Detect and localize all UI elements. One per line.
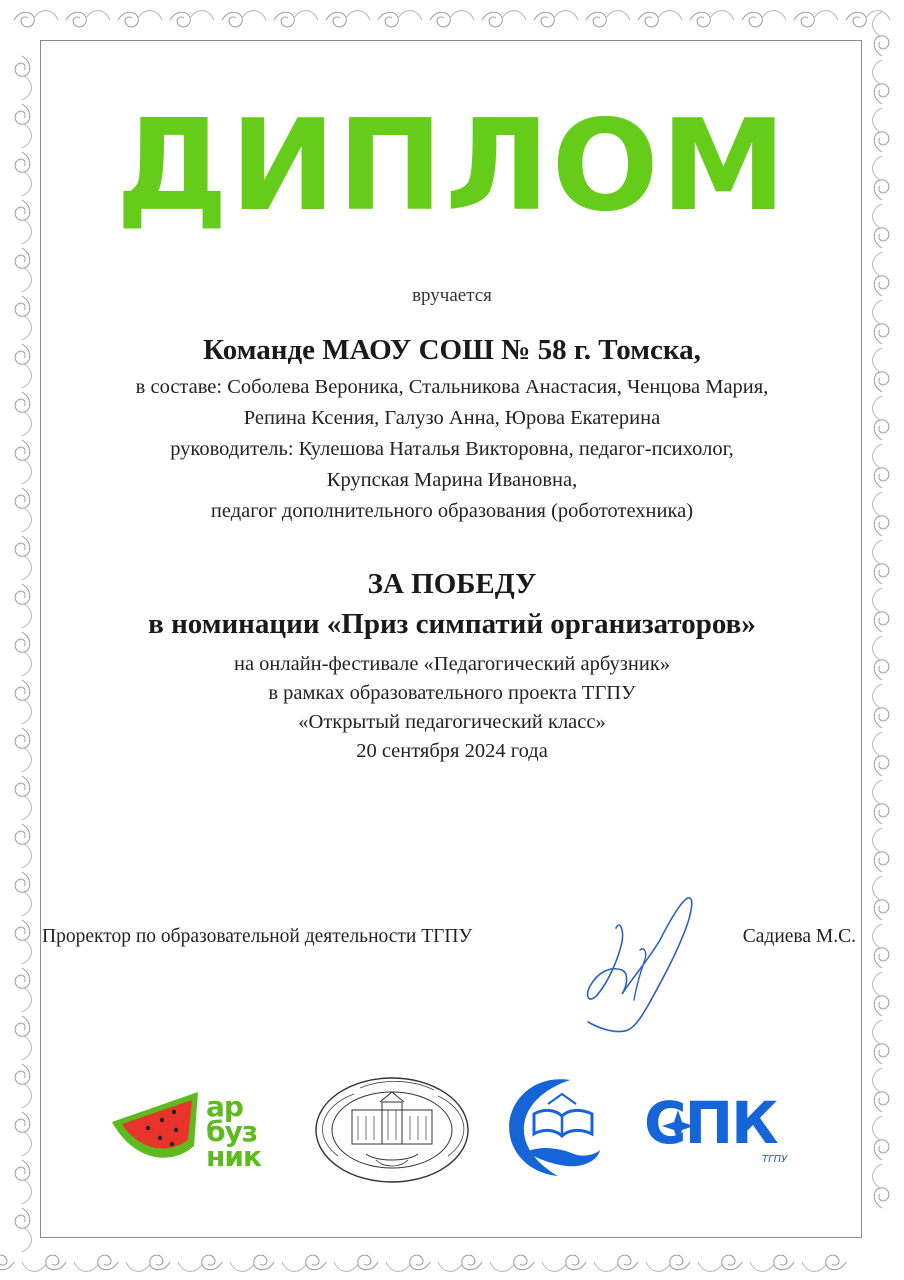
border-flourish (170, 11, 214, 27)
members-block (0, 372, 904, 527)
border-flourish (490, 1255, 534, 1271)
details-line: «Открытый педагогический класс» (298, 711, 606, 733)
members-line: руководитель: Кулешова Наталья Викторовна, педагог-психолог, (170, 438, 734, 460)
handwritten-signature (578, 890, 708, 1040)
border-flourish (438, 1255, 482, 1271)
border-flourish (15, 1016, 31, 1060)
event-details (0, 650, 904, 766)
awarded-label: вручается (412, 285, 492, 306)
border-flourish (326, 11, 370, 27)
border-flourish (873, 876, 889, 920)
border-flourish (750, 1255, 794, 1271)
border-flourish (873, 828, 889, 872)
border-flourish (586, 11, 630, 27)
border-flourish (534, 11, 578, 27)
details-line: в рамках образовательного проекта ТГПУ (268, 682, 636, 704)
members-line: Репина Ксения, Галузо Анна, Юрова Екатерина (243, 407, 661, 429)
members-line: в составе: Соболева Вероника, Стальникова Анастасия, Ченцова Мария, (135, 376, 769, 398)
members-line: Крупская Марина Ивановна, (326, 469, 578, 491)
border-flourish (386, 1255, 430, 1271)
border-flourish (698, 1255, 742, 1271)
signatory-name: Садиева М.С. (742, 926, 856, 947)
border-flourish (118, 11, 162, 27)
border-flourish (873, 924, 889, 968)
border-flourish (873, 780, 889, 824)
arbuznik-line: буз (206, 1115, 258, 1148)
watermelon-icon (108, 1088, 208, 1168)
award-heading: ЗА ПОБЕДУ (367, 568, 537, 600)
award-block (0, 564, 904, 644)
recipient-team: Команде МАОУ СОШ № 58 г. Томска, (203, 334, 701, 366)
border-flourish (873, 12, 889, 56)
border-flourish (66, 11, 110, 27)
details-line: 20 сентября 2024 года (356, 740, 548, 762)
border-flourish (126, 1255, 170, 1271)
border-flourish (274, 11, 318, 27)
border-flourish (873, 972, 889, 1016)
border-flourish (542, 1255, 586, 1271)
border-flourish (15, 968, 31, 1012)
arbuznik-line: ник (206, 1140, 261, 1173)
spk-logo (644, 1089, 804, 1172)
arbuznik-wordmark (206, 1090, 261, 1173)
border-flourish (742, 11, 786, 27)
border-flourish (15, 776, 31, 820)
members-line: педагог дополнительного образования (робототехника) (210, 500, 694, 522)
diploma-title: ДИПЛОМ (115, 92, 789, 239)
logos-row (0, 1070, 904, 1180)
border-flourish (690, 11, 734, 27)
border-flourish (430, 11, 474, 27)
border-flourish (646, 1255, 690, 1271)
border-flourish (0, 1255, 14, 1271)
details-line: на онлайн-фестивале «Педагогический арбузник» (233, 653, 671, 675)
border-flourish (378, 11, 422, 27)
border-flourish (14, 11, 58, 27)
signatory-position: Проректор по образовательной деятельности ТГПУ (42, 926, 473, 947)
border-flourish (482, 11, 526, 27)
border-flourish (794, 11, 838, 27)
border-flourish (22, 1255, 66, 1271)
border-flourish (74, 1255, 118, 1271)
border-flourish (230, 1255, 274, 1271)
arbuznik-logo (108, 1088, 278, 1178)
border-flourish (638, 11, 682, 27)
border-flourish (15, 56, 31, 100)
border-flourish (222, 11, 266, 27)
book-hand-logo (500, 1070, 604, 1180)
border-flourish (178, 1255, 222, 1271)
border-flourish (594, 1255, 638, 1271)
award-nomination: в номинации «Приз симпатий организаторов» (148, 608, 756, 640)
border-flourish (282, 1255, 326, 1271)
arbuznik-line: ар (206, 1090, 243, 1123)
border-flourish (15, 1208, 31, 1252)
border-flourish (802, 1255, 846, 1271)
border-flourish (334, 1255, 378, 1271)
border-flourish (873, 1020, 889, 1064)
spk-subtitle: ТГПУ (762, 1154, 788, 1165)
spk-wordmark: СПК (644, 1089, 777, 1157)
border-flourish (15, 920, 31, 964)
border-flourish (15, 824, 31, 868)
university-seal-logo (314, 1076, 470, 1184)
border-flourish (15, 872, 31, 916)
border-flourish (846, 11, 890, 27)
